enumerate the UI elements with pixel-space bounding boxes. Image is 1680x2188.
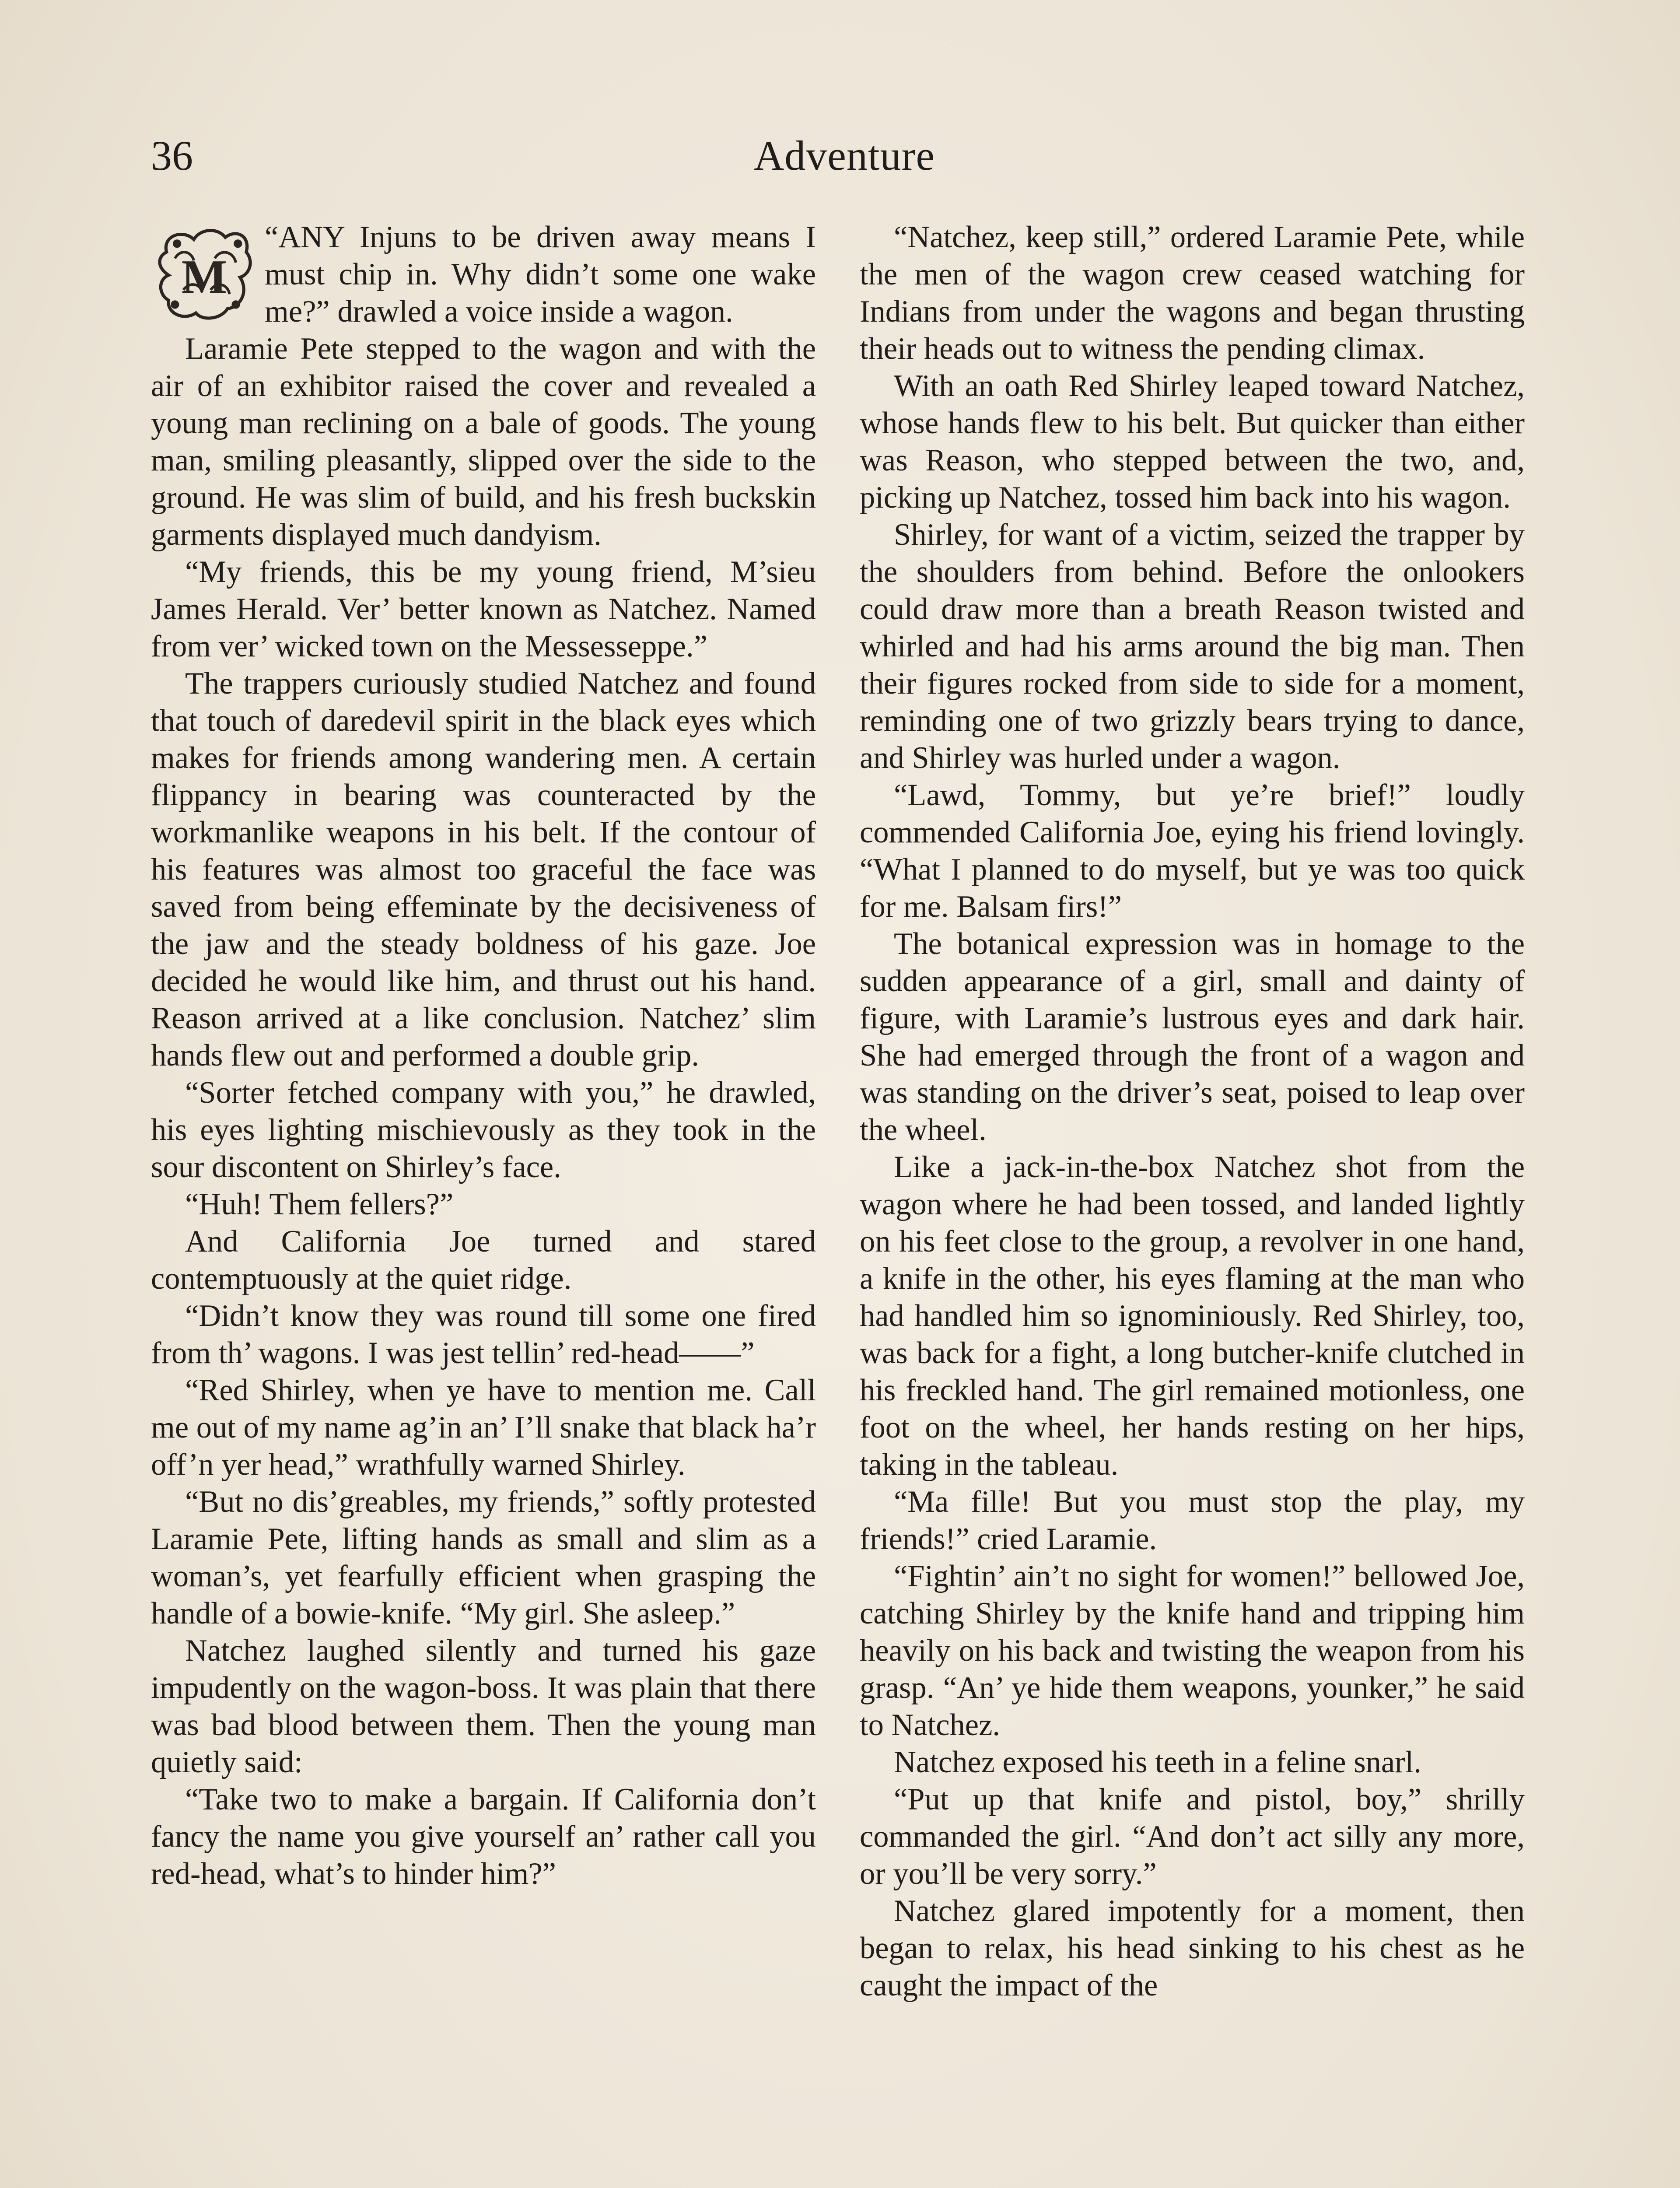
- opening-paragraph: “ANY Injuns to be driven away means I must chip in. Why didn’t some one wake me?” drawled a voice inside a wagon.: [265, 220, 816, 329]
- paragraph: Natchez exposed his teeth in a feline snarl.: [894, 1745, 1421, 1779]
- paragraph: “Sorter fetched company with you,” he drawled, his eyes lighting mischievously as they took in the sour discontent on Shirley’s face.: [151, 1076, 816, 1184]
- paragraph: Shirley, for want of a victim, seized the trapper by the shoulders from behind. Before the onlookers could draw more than a breath Reason twisted and whirled and had his arms around the big man. Then their figures rocked from side to side for a moment, reminding one of two grizzly bears trying to dance, and Shirley was hurled under a wagon.: [860, 518, 1525, 775]
- paragraph: “Didn’t know they was round till some one fired from th’ wagons. I was jest tellin’ red-head——”: [151, 1299, 816, 1370]
- paragraph: “Take two to make a bargain. If California don’t fancy the name you give yourself an’ rather call you red-head, what’s to hinder him?”: [151, 1782, 816, 1891]
- paragraph: “Natchez, keep still,” ordered Laramie Pete, while the men of the wagon crew ceased watching for Indians from under the wagons and began thrusting their heads out to witness the pending climax.: [860, 220, 1525, 366]
- right-column: [860, 219, 1525, 2188]
- paragraph: The trappers curiously studied Natchez and found that touch of daredevil spirit in the black eyes which makes for friends among wandering men. A certain flippancy in bearing was counteracted by the workmanlike weapons in his belt. If the contour of his features was almost too graceful the face was saved from being effeminate by the decisiveness of the jaw and the steady boldness of his gaze. Joe decided he would like him, and thrust out his hand. Reason arrived at a like conclusion. Natchez’ slim hands flew out and performed a double grip.: [151, 666, 816, 1073]
- paragraph: Natchez glared impotently for a moment, then began to relax, his head sinking to his chest as he caught the impact of the: [860, 1894, 1525, 2002]
- paragraph: Laramie Pete stepped to the wagon and with the air of an exhibitor raised the cover and revealed a young man reclining on a bale of goods. The young man, smiling pleasantly, slipped over the side to the ground. He was slim of build, and his fresh buckskin garments displayed much dandyism.: [151, 332, 816, 552]
- page-header: [151, 130, 1538, 186]
- paragraph: “Lawd, Tommy, but ye’re brief!” loudly commended California Joe, eying his friend lovingly. “What I planned to do myself, but ye was too quick for me. Balsam firs!”: [860, 778, 1525, 924]
- paragraph: And California Joe turned and stared contemptuously at the quiet ridge.: [151, 1224, 816, 1296]
- left-column: [151, 219, 816, 2188]
- paragraph: “But no dis’greables, my friends,” softly protested Laramie Pete, lifting hands as small and slim as a woman’s, yet fearfully efficient when grasping the handle of a bowie-knife. “My girl. She asleep.”: [151, 1485, 816, 1630]
- paragraph: Natchez laughed silently and turned his gaze impudently on the wagon-boss. It was plain that there was bad blood between them. Then the young man quietly said:: [151, 1634, 816, 1779]
- page-number: 36: [151, 132, 193, 179]
- paragraph: With an oath Red Shirley leaped toward Natchez, whose hands flew to his belt. But quicker than either was Reason, who stepped between the two, and, picking up Natchez, tossed him back into his wagon.: [860, 369, 1525, 515]
- ornamental-dropcap-icon: [151, 221, 258, 326]
- paragraph: Like a jack-in-the-box Natchez shot from the wagon where he had been tossed, and landed lightly on his feet close to the group, a revolver in one hand, a knife in the other, his eyes flaming at the man who had handled him so ignominiously. Red Shirley, too, was back for a fight, a long butcher-knife clutched in his freckled hand. The girl remained motionless, one foot on the wheel, her hands resting on her hips, taking in the tableau.: [860, 1150, 1525, 1482]
- paragraph: “Ma fille! But you must stop the play, my friends!” cried Laramie.: [860, 1485, 1525, 1556]
- running-title: Adventure: [753, 132, 935, 179]
- dropcap-letter: M: [181, 250, 228, 304]
- paragraph: “Fightin’ ain’t no sight for women!” bellowed Joe, catching Shirley by the knife hand and tripping him heavily on his back and twisting the weapon from his grasp. “An’ ye hide them weapons, younker,” he said to Natchez.: [860, 1559, 1525, 1742]
- paragraph: “Huh! Them fellers?”: [185, 1187, 454, 1221]
- paragraph: “Put up that knife and pistol, boy,” shrilly commanded the girl. “And don’t act silly any more, or you’ll be very sorry.”: [860, 1782, 1525, 1891]
- paragraph: The botanical expression was in homage to the sudden appearance of a girl, small and dainty of figure, with Laramie’s lustrous eyes and dark hair. She had emerged through the front of a wagon and was standing on the driver’s seat, poised to leap over the wheel.: [860, 927, 1525, 1147]
- paragraph: “My friends, this be my young friend, M’sieu James Herald. Ver’ better known as Natchez. Named from ver’ wicked town on the Messesseppe.”: [151, 555, 816, 663]
- paragraph: “Red Shirley, when ye have to mention me. Call me out of my name ag’in an’ I’ll snake that black ha’r off’n yer head,” wrathfully warned Shirley.: [151, 1373, 816, 1482]
